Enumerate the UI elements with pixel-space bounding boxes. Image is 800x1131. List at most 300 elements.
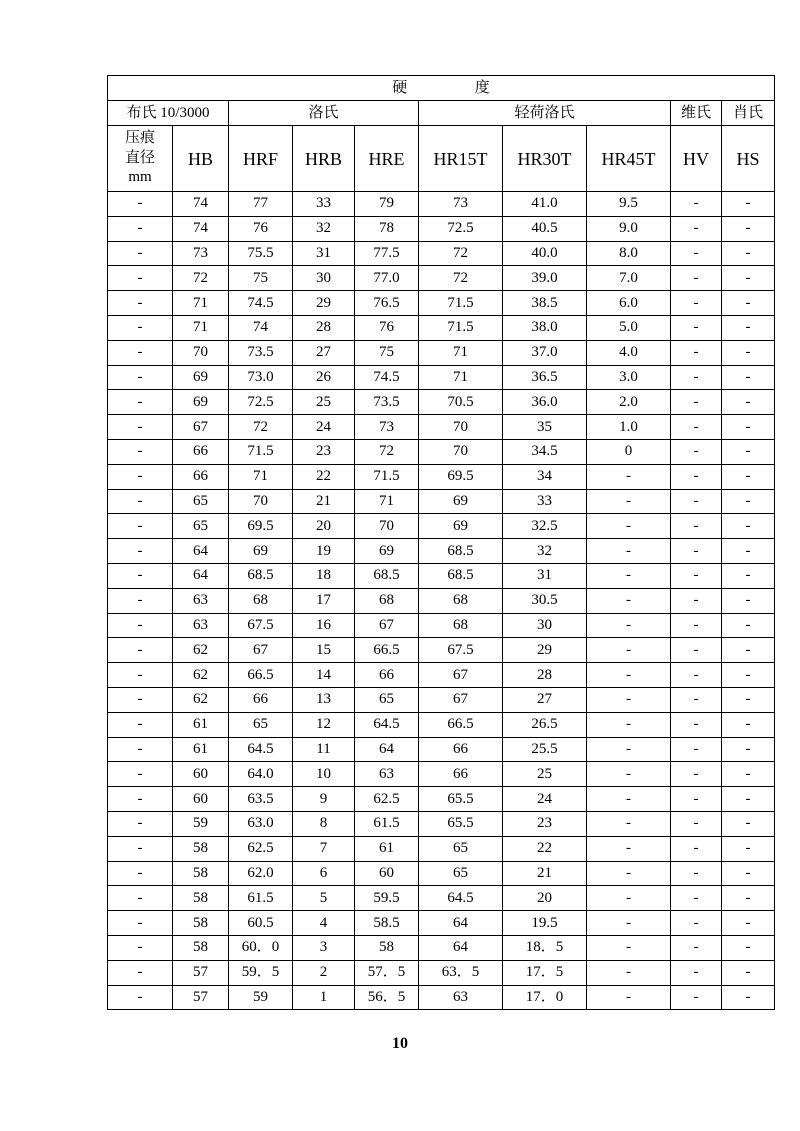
cell-hre: 64.5 [355, 712, 419, 737]
col-header-indent-diameter: 压痕 直径 mm [108, 126, 173, 192]
cell-hr45t: 7.0 [587, 266, 671, 291]
cell-hb: 66 [173, 439, 229, 464]
cell-hr45t: - [587, 514, 671, 539]
cell-hv: - [671, 216, 722, 241]
cell-hrb: 1 [293, 985, 355, 1010]
cell-hs: - [722, 514, 775, 539]
cell-hrb: 32 [293, 216, 355, 241]
cell-hrf: 70 [229, 489, 293, 514]
cell-hv: - [671, 464, 722, 489]
cell-hre: 66.5 [355, 638, 419, 663]
cell-hrf: 73.0 [229, 365, 293, 390]
cell-hb: 67 [173, 415, 229, 440]
cell-hr15t: 70 [419, 415, 503, 440]
cell-hr45t: 0 [587, 439, 671, 464]
cell-indent-diameter: - [108, 911, 173, 936]
cell-hrb: 28 [293, 315, 355, 340]
cell-hre: 60 [355, 861, 419, 886]
cell-hrf: 73.5 [229, 340, 293, 365]
cell-hv: - [671, 241, 722, 266]
cell-indent-diameter: - [108, 663, 173, 688]
cell-hrb: 11 [293, 737, 355, 762]
col-header-hr30t: HR30T [503, 126, 587, 192]
cell-hrb: 15 [293, 638, 355, 663]
cell-hs: - [722, 291, 775, 316]
cell-hv: - [671, 663, 722, 688]
cell-hr15t: 71 [419, 365, 503, 390]
cell-hr45t: 3.0 [587, 365, 671, 390]
table-row [108, 192, 775, 217]
cell-indent-diameter: - [108, 563, 173, 588]
cell-hre: 61.5 [355, 811, 419, 836]
cell-indent-diameter: - [108, 811, 173, 836]
cell-hs: - [722, 886, 775, 911]
cell-hre: 63 [355, 762, 419, 787]
cell-hs: - [722, 935, 775, 960]
cell-hb: 63 [173, 588, 229, 613]
cell-hv: - [671, 911, 722, 936]
cell-hs: - [722, 737, 775, 762]
cell-hr45t: - [587, 563, 671, 588]
cell-hr30t: 35 [503, 415, 587, 440]
cell-hr30t: 37.0 [503, 340, 587, 365]
cell-hr15t: 69 [419, 489, 503, 514]
cell-hrf: 65 [229, 712, 293, 737]
group-shore: 肖氏 [722, 101, 775, 126]
cell-hrf: 69 [229, 539, 293, 564]
cell-hr45t: - [587, 489, 671, 514]
cell-hre: 77.5 [355, 241, 419, 266]
table-row [108, 886, 775, 911]
cell-indent-diameter: - [108, 638, 173, 663]
cell-hre: 70 [355, 514, 419, 539]
cell-hrf: 63.5 [229, 787, 293, 812]
cell-hs: - [722, 588, 775, 613]
cell-hr15t: 64 [419, 935, 503, 960]
cell-hs: - [722, 663, 775, 688]
cell-hrb: 23 [293, 439, 355, 464]
cell-indent-diameter: - [108, 687, 173, 712]
cell-hr30t: 36.5 [503, 365, 587, 390]
cell-hb: 58 [173, 935, 229, 960]
cell-hv: - [671, 886, 722, 911]
cell-hr15t: 72 [419, 266, 503, 291]
cell-hre: 65 [355, 687, 419, 712]
cell-hre: 71 [355, 489, 419, 514]
table-row [108, 613, 775, 638]
cell-hrb: 12 [293, 712, 355, 737]
col-header-hre: HRE [355, 126, 419, 192]
cell-hr15t: 64 [419, 911, 503, 936]
cell-hv: - [671, 861, 722, 886]
cell-hrb: 25 [293, 390, 355, 415]
table-row [108, 563, 775, 588]
cell-hrf: 68 [229, 588, 293, 613]
cell-hrb: 19 [293, 539, 355, 564]
cell-hr45t: - [587, 886, 671, 911]
cell-hre: 71.5 [355, 464, 419, 489]
cell-hre: 79 [355, 192, 419, 217]
cell-hr30t: 40.5 [503, 216, 587, 241]
cell-indent-diameter: - [108, 241, 173, 266]
cell-hs: - [722, 960, 775, 985]
cell-hr15t: 65 [419, 836, 503, 861]
cell-hr15t: 68 [419, 613, 503, 638]
cell-hrb: 3 [293, 935, 355, 960]
table-row [108, 588, 775, 613]
cell-hr15t: 67.5 [419, 638, 503, 663]
cell-hv: - [671, 811, 722, 836]
cell-hv: - [671, 762, 722, 787]
cell-hv: - [671, 489, 722, 514]
cell-hrb: 29 [293, 291, 355, 316]
table-row [108, 861, 775, 886]
cell-indent-diameter: - [108, 291, 173, 316]
cell-hr15t: 72 [419, 241, 503, 266]
cell-hb: 62 [173, 663, 229, 688]
table-row [108, 811, 775, 836]
cell-hrb: 8 [293, 811, 355, 836]
cell-hre: 59.5 [355, 886, 419, 911]
cell-hb: 58 [173, 836, 229, 861]
table-row [108, 514, 775, 539]
cell-hv: - [671, 266, 722, 291]
cell-hr45t: 2.0 [587, 390, 671, 415]
cell-hv: - [671, 291, 722, 316]
cell-hrb: 9 [293, 787, 355, 812]
cell-hb: 60 [173, 762, 229, 787]
cell-hv: - [671, 638, 722, 663]
col-header-hrf: HRF [229, 126, 293, 192]
cell-hr30t: 22 [503, 836, 587, 861]
table-row [108, 216, 775, 241]
cell-hb: 63 [173, 613, 229, 638]
cell-hre: 67 [355, 613, 419, 638]
cell-hs: - [722, 315, 775, 340]
cell-hr15t: 70.5 [419, 390, 503, 415]
cell-hs: - [722, 712, 775, 737]
group-superficial-rockwell: 轻荷洛氏 [419, 101, 671, 126]
cell-hr45t: - [587, 712, 671, 737]
cell-hr30t: 21 [503, 861, 587, 886]
cell-hrf: 72 [229, 415, 293, 440]
cell-hrf: 62.0 [229, 861, 293, 886]
cell-hb: 57 [173, 985, 229, 1010]
hardness-conversion-table [107, 75, 775, 1010]
cell-hv: - [671, 687, 722, 712]
cell-hre: 58.5 [355, 911, 419, 936]
cell-hs: - [722, 563, 775, 588]
cell-hv: - [671, 712, 722, 737]
table-row [108, 365, 775, 390]
col-header-hs: HS [722, 126, 775, 192]
cell-hrf: 74 [229, 315, 293, 340]
cell-hb: 70 [173, 340, 229, 365]
cell-hs: - [722, 340, 775, 365]
cell-hre: 68.5 [355, 563, 419, 588]
cell-indent-diameter: - [108, 365, 173, 390]
cell-hs: - [722, 489, 775, 514]
cell-indent-diameter: - [108, 935, 173, 960]
cell-hr30t: 24 [503, 787, 587, 812]
cell-hre: 69 [355, 539, 419, 564]
cell-hrb: 27 [293, 340, 355, 365]
cell-hb: 65 [173, 514, 229, 539]
cell-hb: 69 [173, 390, 229, 415]
cell-hb: 62 [173, 687, 229, 712]
cell-hb: 58 [173, 886, 229, 911]
cell-hb: 58 [173, 861, 229, 886]
table-row [108, 836, 775, 861]
cell-hrb: 26 [293, 365, 355, 390]
cell-hre: 74.5 [355, 365, 419, 390]
cell-hv: - [671, 960, 722, 985]
cell-hrb: 6 [293, 861, 355, 886]
cell-hr15t: 72.5 [419, 216, 503, 241]
cell-hr15t: 66 [419, 762, 503, 787]
cell-hb: 61 [173, 737, 229, 762]
group-rockwell: 洛氏 [229, 101, 419, 126]
cell-hr30t: 27 [503, 687, 587, 712]
group-vickers: 维氏 [671, 101, 722, 126]
cell-indent-diameter: - [108, 762, 173, 787]
cell-hr45t: - [587, 638, 671, 663]
cell-hr45t: - [587, 935, 671, 960]
cell-hr15t: 67 [419, 687, 503, 712]
cell-hrf: 64.0 [229, 762, 293, 787]
cell-hr15t: 65 [419, 861, 503, 886]
cell-indent-diameter: - [108, 192, 173, 217]
cell-hr30t: 29 [503, 638, 587, 663]
cell-indent-diameter: - [108, 315, 173, 340]
cell-hr30t: 26.5 [503, 712, 587, 737]
cell-hr45t: - [587, 960, 671, 985]
cell-hrb: 5 [293, 886, 355, 911]
cell-hrf: 67.5 [229, 613, 293, 638]
cell-hrf: 61.5 [229, 886, 293, 911]
cell-hr30t: 38.5 [503, 291, 587, 316]
cell-hb: 71 [173, 291, 229, 316]
cell-hr15t: 71 [419, 340, 503, 365]
cell-hrf: 71 [229, 464, 293, 489]
cell-hr45t: - [587, 613, 671, 638]
cell-hr45t: 5.0 [587, 315, 671, 340]
cell-hs: - [722, 985, 775, 1010]
cell-hrb: 22 [293, 464, 355, 489]
cell-hrb: 13 [293, 687, 355, 712]
table-title: 硬 度 [108, 76, 775, 101]
cell-hv: - [671, 415, 722, 440]
cell-hv: - [671, 365, 722, 390]
cell-hb: 66 [173, 464, 229, 489]
cell-hrf: 59 [229, 985, 293, 1010]
cell-indent-diameter: - [108, 539, 173, 564]
cell-indent-diameter: - [108, 489, 173, 514]
cell-hb: 73 [173, 241, 229, 266]
cell-hrf: 75 [229, 266, 293, 291]
cell-hv: - [671, 315, 722, 340]
cell-indent-diameter: - [108, 787, 173, 812]
table-row [108, 663, 775, 688]
table-row [108, 737, 775, 762]
cell-hs: - [722, 787, 775, 812]
cell-hr15t: 70 [419, 439, 503, 464]
cell-hs: - [722, 192, 775, 217]
cell-indent-diameter: - [108, 836, 173, 861]
cell-hb: 74 [173, 216, 229, 241]
cell-hr15t: 67 [419, 663, 503, 688]
cell-hre: 76.5 [355, 291, 419, 316]
cell-hs: - [722, 216, 775, 241]
col-header-hr45t: HR45T [587, 126, 671, 192]
cell-hrb: 10 [293, 762, 355, 787]
cell-hv: - [671, 737, 722, 762]
cell-hrf: 63.0 [229, 811, 293, 836]
cell-hb: 60 [173, 787, 229, 812]
cell-indent-diameter: - [108, 390, 173, 415]
cell-hr30t: 33 [503, 489, 587, 514]
cell-hr45t: 6.0 [587, 291, 671, 316]
cell-indent-diameter: - [108, 985, 173, 1010]
table-row [108, 762, 775, 787]
cell-hrf: 60.5 [229, 911, 293, 936]
cell-hs: - [722, 911, 775, 936]
cell-hv: - [671, 539, 722, 564]
cell-indent-diameter: - [108, 712, 173, 737]
table-row [108, 911, 775, 936]
cell-hv: - [671, 613, 722, 638]
cell-hrf: 76 [229, 216, 293, 241]
cell-indent-diameter: - [108, 613, 173, 638]
cell-hr15t: 66 [419, 737, 503, 762]
cell-hs: - [722, 836, 775, 861]
cell-hr30t: 41.0 [503, 192, 587, 217]
cell-hre: 68 [355, 588, 419, 613]
cell-hr45t: - [587, 861, 671, 886]
table-row [108, 464, 775, 489]
cell-indent-diameter: - [108, 439, 173, 464]
table-row [108, 960, 775, 985]
cell-hr30t: 32 [503, 539, 587, 564]
cell-hr30t: 18．5 [503, 935, 587, 960]
cell-hr45t: 8.0 [587, 241, 671, 266]
cell-hv: - [671, 836, 722, 861]
table-row [108, 340, 775, 365]
cell-hrf: 66.5 [229, 663, 293, 688]
cell-hr45t: - [587, 985, 671, 1010]
cell-hr30t: 20 [503, 886, 587, 911]
cell-hr45t: 4.0 [587, 340, 671, 365]
cell-hrf: 59．5 [229, 960, 293, 985]
cell-hre: 57．5 [355, 960, 419, 985]
cell-hrb: 4 [293, 911, 355, 936]
cell-hr15t: 68.5 [419, 563, 503, 588]
cell-indent-diameter: - [108, 216, 173, 241]
cell-hs: - [722, 539, 775, 564]
cell-hr45t: - [587, 464, 671, 489]
cell-hr15t: 64.5 [419, 886, 503, 911]
cell-hb: 59 [173, 811, 229, 836]
cell-hr30t: 40.0 [503, 241, 587, 266]
cell-hr15t: 69 [419, 514, 503, 539]
cell-hr30t: 34.5 [503, 439, 587, 464]
cell-indent-diameter: - [108, 266, 173, 291]
cell-hre: 73.5 [355, 390, 419, 415]
page-number: 10 [392, 1035, 408, 1052]
cell-indent-diameter: - [108, 960, 173, 985]
cell-hrf: 75.5 [229, 241, 293, 266]
cell-hr15t: 63．5 [419, 960, 503, 985]
cell-hs: - [722, 861, 775, 886]
cell-hs: - [722, 266, 775, 291]
cell-hr30t: 17．0 [503, 985, 587, 1010]
cell-indent-diameter: - [108, 886, 173, 911]
cell-hr30t: 39.0 [503, 266, 587, 291]
table-row [108, 787, 775, 812]
cell-hr15t: 65.5 [419, 811, 503, 836]
cell-hr30t: 19.5 [503, 911, 587, 936]
cell-hv: - [671, 787, 722, 812]
cell-hr15t: 69.5 [419, 464, 503, 489]
table-row [108, 638, 775, 663]
cell-hrb: 31 [293, 241, 355, 266]
cell-hre: 72 [355, 439, 419, 464]
cell-hre: 76 [355, 315, 419, 340]
cell-hb: 69 [173, 365, 229, 390]
cell-hr30t: 28 [503, 663, 587, 688]
table-row [108, 985, 775, 1010]
cell-indent-diameter: - [108, 464, 173, 489]
cell-hrf: 71.5 [229, 439, 293, 464]
cell-hr30t: 30.5 [503, 588, 587, 613]
cell-hs: - [722, 241, 775, 266]
cell-indent-diameter: - [108, 415, 173, 440]
table-row [108, 539, 775, 564]
cell-indent-diameter: - [108, 340, 173, 365]
cell-hv: - [671, 439, 722, 464]
cell-hr30t: 36.0 [503, 390, 587, 415]
group-brinell: 布氏 10/3000 [108, 101, 229, 126]
cell-hre: 78 [355, 216, 419, 241]
cell-indent-diameter: - [108, 588, 173, 613]
cell-hrf: 77 [229, 192, 293, 217]
cell-hre: 64 [355, 737, 419, 762]
cell-hr30t: 31 [503, 563, 587, 588]
cell-hv: - [671, 514, 722, 539]
table-row [108, 935, 775, 960]
cell-hrf: 66 [229, 687, 293, 712]
cell-hrf: 67 [229, 638, 293, 663]
cell-hr15t: 73 [419, 192, 503, 217]
col-header-hr15t: HR15T [419, 126, 503, 192]
cell-hb: 64 [173, 563, 229, 588]
cell-hre: 73 [355, 415, 419, 440]
col-header-hb: HB [173, 126, 229, 192]
cell-hs: - [722, 613, 775, 638]
cell-hr15t: 71.5 [419, 291, 503, 316]
cell-hs: - [722, 811, 775, 836]
cell-hv: - [671, 192, 722, 217]
cell-hr45t: - [587, 737, 671, 762]
col-header-hv: HV [671, 126, 722, 192]
cell-indent-diameter: - [108, 514, 173, 539]
cell-hr45t: - [587, 811, 671, 836]
table-row [108, 489, 775, 514]
cell-hrb: 17 [293, 588, 355, 613]
cell-hb: 74 [173, 192, 229, 217]
cell-hr30t: 30 [503, 613, 587, 638]
cell-hs: - [722, 638, 775, 663]
